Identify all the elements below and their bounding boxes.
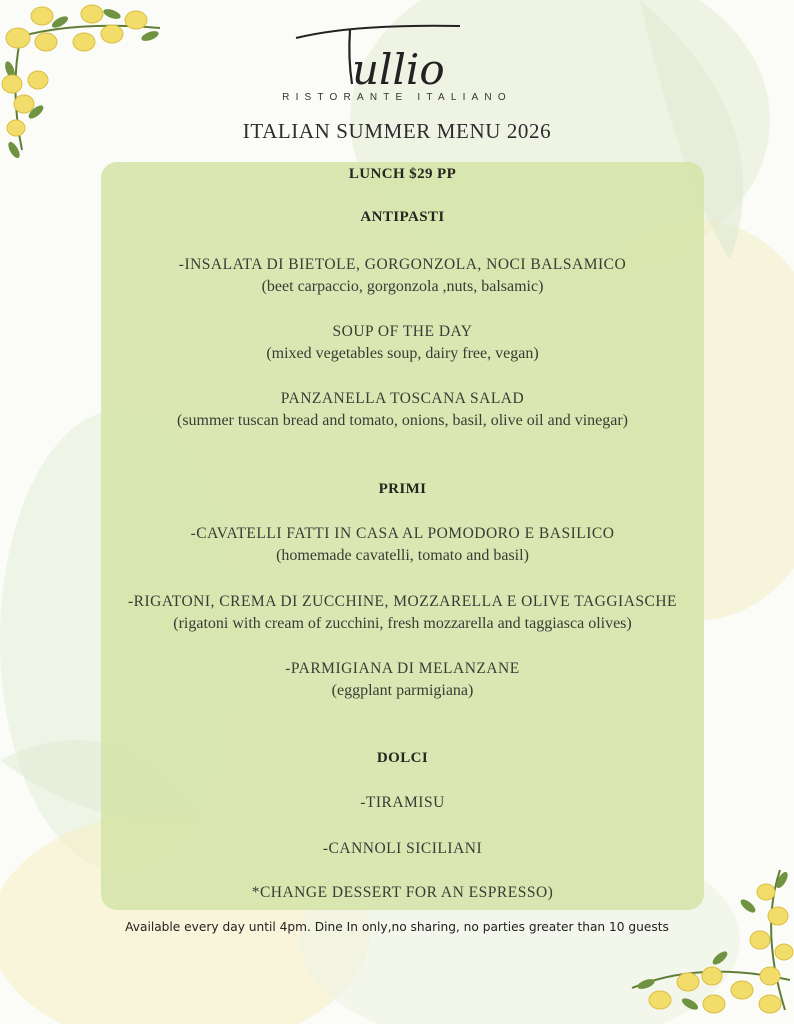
antipasti-item-3-desc: (summer tuscan bread and tomato, onions, basil, olive oil and vinegar) [177,412,628,429]
primi-item-2-name: -RIGATONI, CREMA DI ZUCCHINE, MOZZARELLA E OLIVE TAGGIASCHE [127,593,678,610]
dolci-item-2-name: -CANNOLI SICILIANI [322,840,483,857]
lunch-price: LUNCH $29 PP [348,166,457,182]
antipasti-item-2-name: SOUP OF THE DAY [332,323,473,340]
section-heading-dolci: DOLCI [376,750,429,766]
section-heading-primi: PRIMI [378,481,427,497]
primi-item-2-desc: (rigatoni with cream of zucchini, fresh mozzarella and taggiasca olives) [173,615,632,632]
primi-item-3-desc: (eggplant parmigiana) [331,682,474,699]
footer-note: Available every day until 4pm. Dine In only,no sharing, no parties greater than 10 guests [125,920,669,934]
antipasti-item-3-name: PANZANELLA TOSCANA SALAD [280,390,525,407]
menu-title: ITALIAN SUMMER MENU 2026 [242,119,552,143]
primi-item-3-name: -PARMIGIANA DI MELANZANE [285,660,520,677]
primi-item-1-desc: (homemade cavatelli, tomato and basil) [276,547,529,564]
menu-card [101,162,704,910]
logo-subtitle: RISTORANTE ITALIANO [282,92,512,103]
section-heading-antipasti: ANTIPASTI [360,209,445,225]
antipasti-item-1-name: -INSALATA DI BIETOLE, GORGONZOLA, NOCI BALSAMICO [178,256,627,273]
svg-text:ullio: ullio [352,45,445,94]
dolci-item-1-name: -TIRAMISU [360,794,445,811]
antipasti-item-2-desc: (mixed vegetables soup, dairy free, vegan) [266,345,539,362]
antipasti-item-1-desc: (beet carpaccio, gorgonzola ,nuts, balsamic) [261,278,544,295]
dolci-item-3-note: *CHANGE DESSERT FOR AN ESPRESSO) [251,884,554,901]
primi-item-1-name: -CAVATELLI FATTI IN CASA AL POMODORO E BASILICO [190,525,615,542]
